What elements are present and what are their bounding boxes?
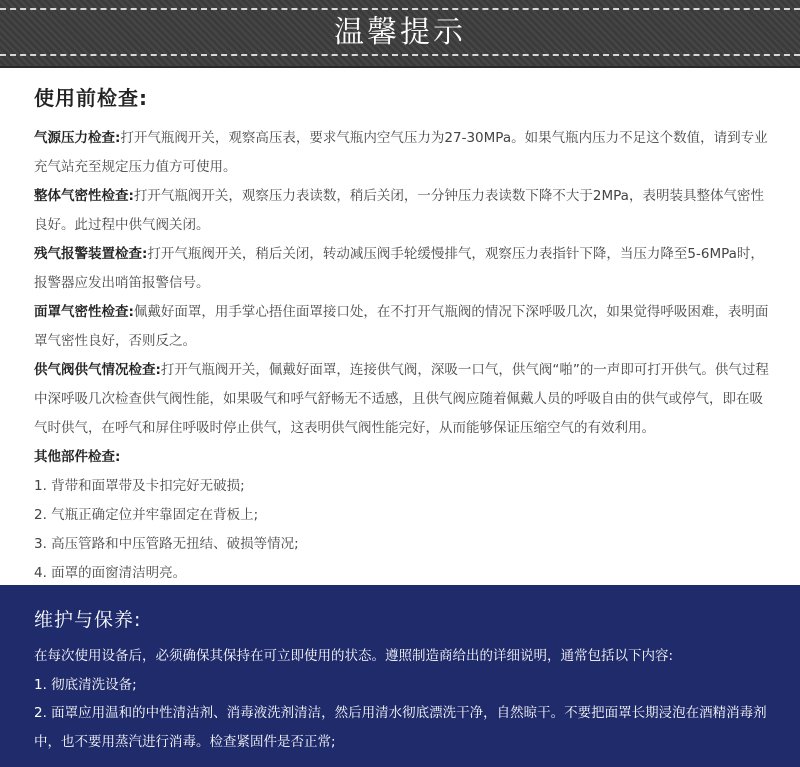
check-item-overall-airtightness (34, 182, 774, 240)
maintenance-body (34, 642, 774, 756)
check-item-air-pressure (34, 124, 774, 182)
maintenance-item: 2. 面罩应用温和的中性清洁剂、消毒液洗剂清洁，然后用清水彻底漂洗干净，自然晾干。不要把面罩长期浸泡在酒精消毒剂中，也不要用蒸汽进行消毒。检查紧固件是否正常; (34, 705, 767, 750)
check-item-text: 佩戴好面罩，用手掌心捂住面罩接口处，在不打开气瓶阀的情况下深呼吸几次，如果觉得呼吸困难，表明面罩气密性良好，否则反之。 (34, 304, 769, 349)
pre-use-check-body (34, 124, 774, 588)
pre-use-check-heading: 使用前检查: (34, 86, 148, 110)
title-banner (0, 0, 800, 68)
check-item-key: 供气阀供气情况检查: (34, 362, 161, 378)
check-item-supply-valve (34, 356, 774, 443)
check-item-residual-alarm (34, 240, 774, 298)
maintenance-heading: 维护与保养: (34, 609, 142, 631)
other-parts-heading: 其他部件检查: (34, 449, 121, 465)
maintenance-intro: 在每次使用设备后，必须确保其保持在可立即使用的状态。遵照制造商给出的详细说明，通常包括以下内容: (34, 648, 674, 664)
other-item: 4. 面罩的面窗清洁明亮。 (34, 565, 187, 581)
other-item: 3. 高压管路和中压管路无扭结、破损等情况; (34, 536, 299, 552)
check-item-text: 打开气瓶阀开关，佩戴好面罩，连接供气阀，深吸一口气，供气阀“啪”的一声即可打开供气。供气过程中深呼吸几次检查供气阀性能，如果吸气和呼气舒畅无不适感，且供气阀应随着佩戴人员的呼吸自由的供气或停气，即在吸气时供气，在呼气和屏住呼吸时停止供气，这表明供气阀性能完好，从而能够保证压缩空气的有效利用。 (34, 362, 769, 436)
maintenance-item: 1. 彻底清洗设备; (34, 676, 137, 693)
check-item-key: 面罩气密性检查: (34, 304, 134, 320)
other-item: 1. 背带和面罩带及卡扣完好无破损; (34, 478, 245, 494)
other-item: 2. 气瓶正确定位并牢靠固定在背板上; (34, 507, 259, 523)
check-item-key: 整体气密性检查: (34, 188, 134, 204)
check-item-text: 打开气瓶阀开关，观察高压表，要求气瓶内空气压力为27-30MPa。如果气瓶内压力不足这个数值，请到专业充气站充至规定压力值方可使用。 (34, 130, 768, 175)
check-item-text: 打开气瓶阀开关，观察压力表读数，稍后关闭，一分钟压力表读数下降不大于2MPa，表明装具整体气密性良好。此过程中供气阀关闭。 (34, 188, 764, 233)
check-item-text: 打开气瓶阀开关，稍后关闭，转动减压阀手轮缓慢排气，观察压力表指针下降，当压力降至5-6MPa时，报警器应发出哨笛报警信号。 (34, 246, 764, 291)
check-item-key: 气源压力检查: (34, 130, 121, 146)
banner-title: 温馨提示 (334, 15, 466, 50)
check-item-mask-airtightness (34, 298, 774, 356)
check-item-key: 残气报警装置检查: (34, 246, 148, 262)
